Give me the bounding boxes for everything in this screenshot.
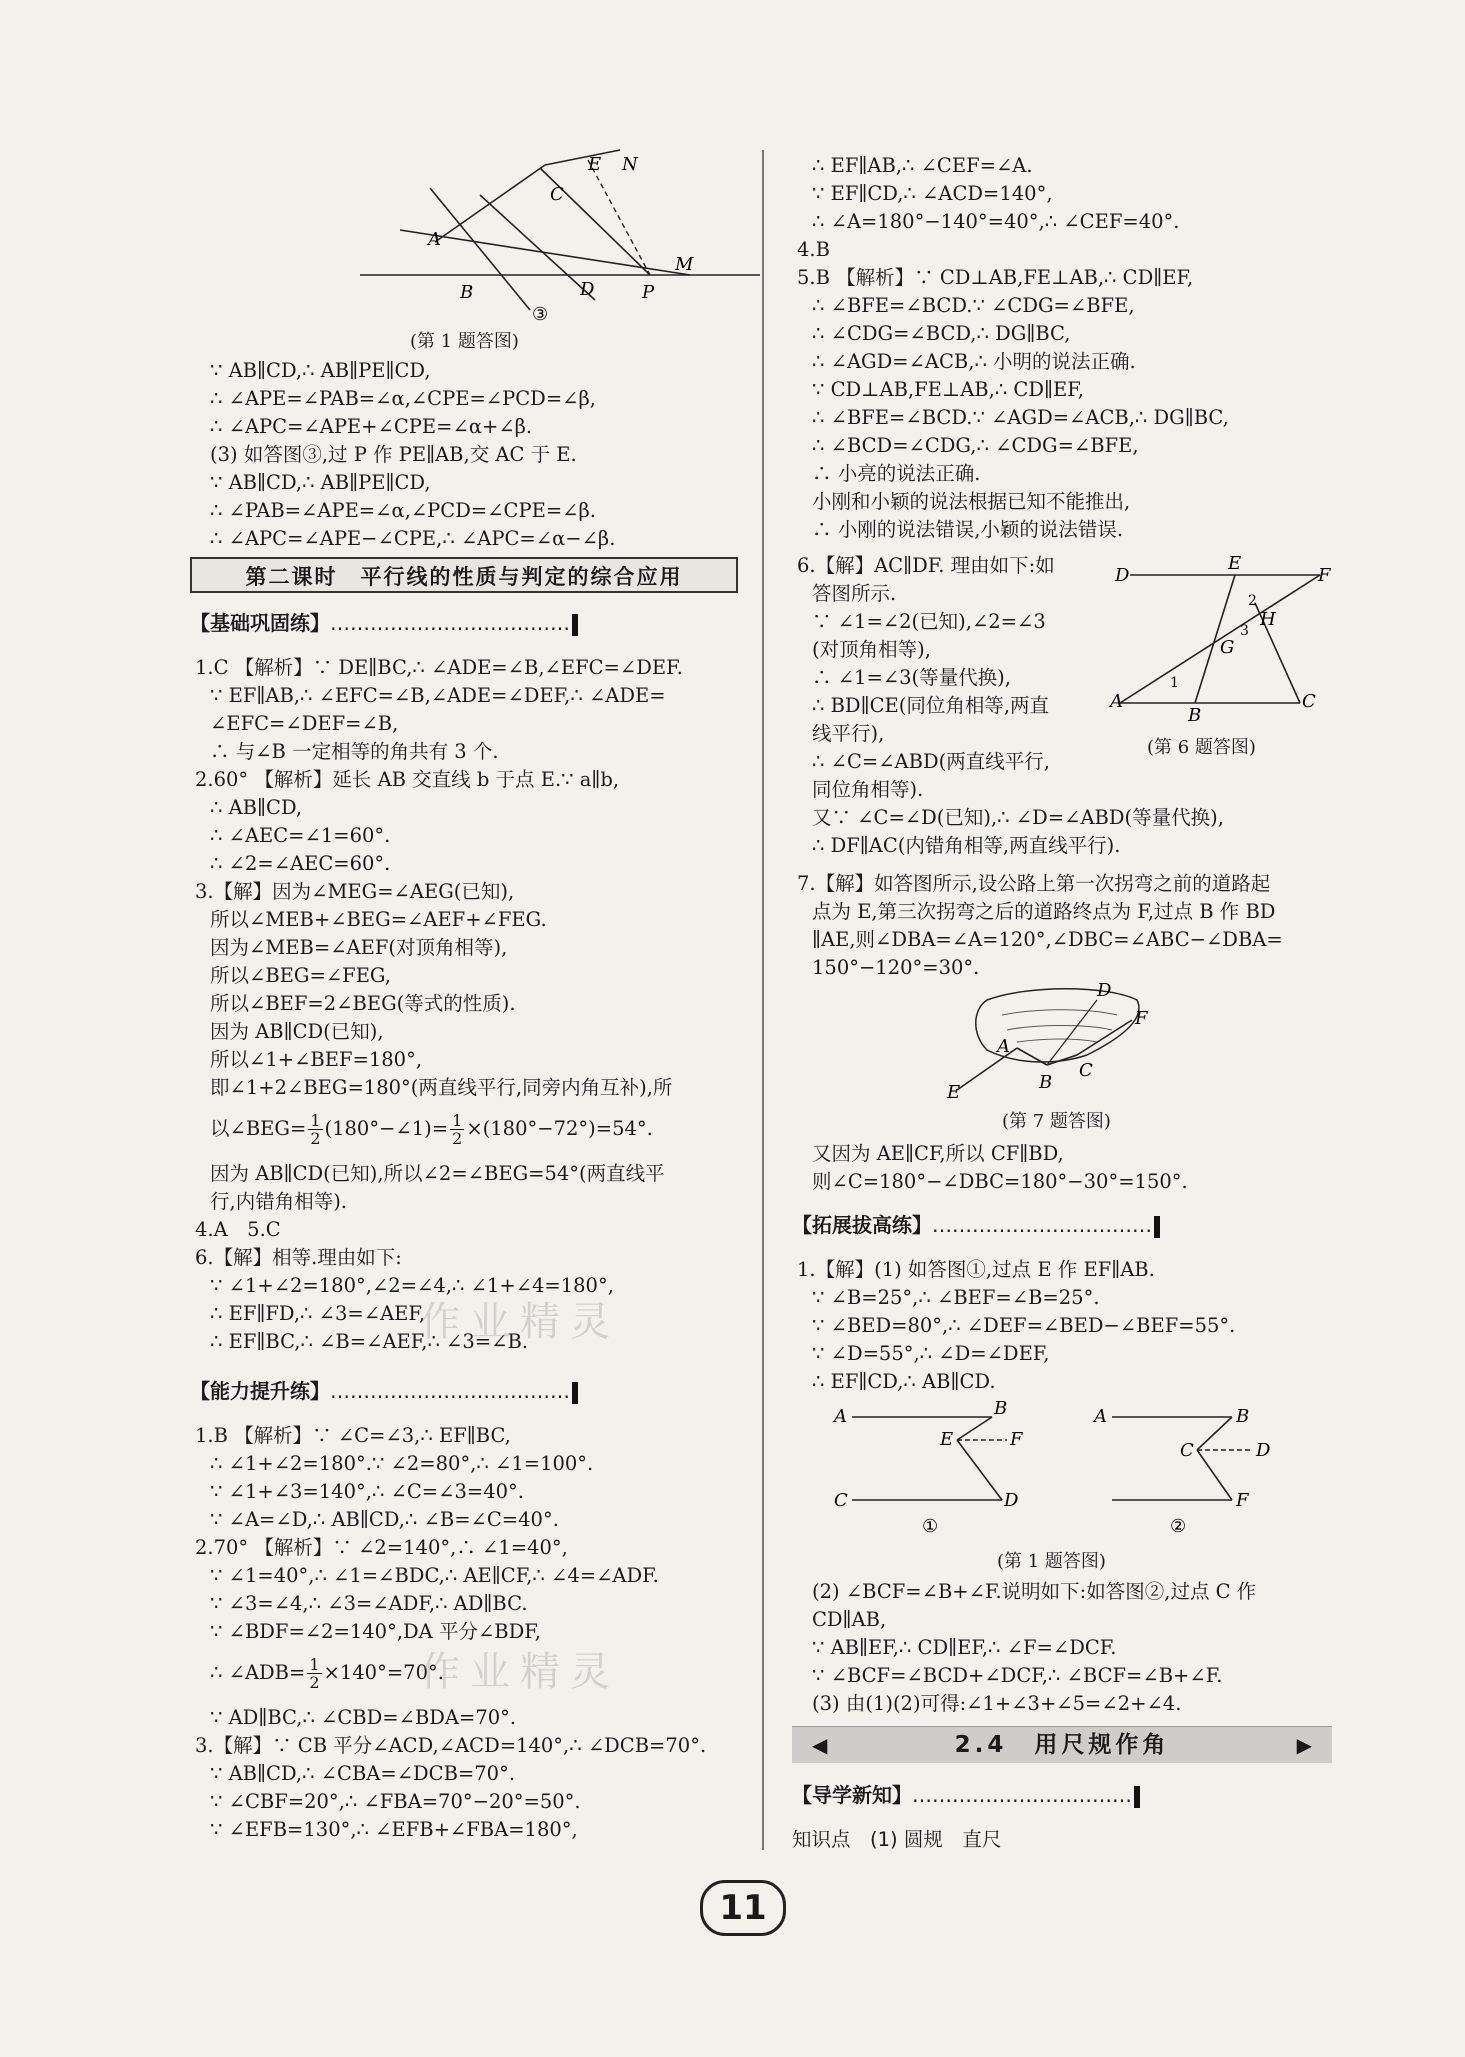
fe1-label-b: B xyxy=(994,1398,1008,1419)
text-line: 因为∠MEB=∠AEF(对顶角相等), xyxy=(210,936,508,959)
text-line: 即∠1+2∠BEG=180°(两直线平行,同旁内角互补),所 xyxy=(210,1076,673,1099)
text-line: ∴ ∠APC=∠APE+∠CPE=∠α+∠β. xyxy=(210,415,533,438)
text-line: ∵ AD∥BC,∴ ∠CBD=∠BDA=70°. xyxy=(210,1706,517,1729)
fig1-label-c: C xyxy=(550,184,564,205)
text-line: 7.【解】如答图所示,设公路上第一次拐弯之前的道路起 xyxy=(797,872,1271,895)
text-line: (2) ∠BCF=∠B+∠F.说明如下:如答图②,过点 C 作 xyxy=(812,1580,1257,1603)
text-line: ∵ AB∥CD,∴ AB∥PE∥CD, xyxy=(210,471,431,494)
text-line: 所以∠MEB+∠BEG=∠AEF+∠FEG. xyxy=(210,908,547,931)
fig1-number: ③ xyxy=(532,304,549,325)
text-line: ∥AE,则∠DBA=∠A=120°,∠DBC=∠ABC−∠DBA= xyxy=(812,928,1283,951)
text-line: 答图所示. xyxy=(812,582,897,605)
text-line: ∴ ∠BFE=∠BCD.∵ ∠AGD=∠ACB,∴ DG∥BC, xyxy=(812,406,1229,429)
figure-7-diagram xyxy=(947,980,1207,1103)
text-line: ∵ ∠1+∠2=180°,∠2=∠4,∴ ∠1+∠4=180°, xyxy=(210,1274,614,1297)
section-header-guide xyxy=(792,1780,1140,1810)
fig7-label-e: E xyxy=(947,1082,961,1103)
section-title: 【拓展拔高练】 xyxy=(792,1213,932,1237)
text-line: 3.【解】因为∠MEG=∠AEG(已知), xyxy=(195,880,515,903)
section-title: 【基础巩固练】 xyxy=(190,611,330,635)
fig1-label-m: M xyxy=(675,254,694,275)
text-line: 150°−120°=30°. xyxy=(812,956,980,979)
text-line: ∴ EF∥FD,∴ ∠3=∠AEF, xyxy=(210,1302,426,1325)
dot-leader: ……………………………… xyxy=(330,1379,570,1403)
section-title: 【导学新知】 xyxy=(792,1783,912,1807)
dot-leader: …………………………… xyxy=(912,1783,1132,1807)
text-line: ∴ 小亮的说法正确. xyxy=(812,462,981,485)
text-line: ∵ ∠BDF=∠2=140°,DA 平分∠BDF, xyxy=(210,1620,541,1643)
watermark: 作业精灵 xyxy=(420,1649,620,1695)
column-divider xyxy=(762,150,764,1850)
fe2-label-c: C xyxy=(1180,1440,1194,1461)
figure-expand-1 xyxy=(832,1400,1052,1540)
fe1-label-f: F xyxy=(1010,1429,1023,1450)
text-line: ∵ ∠D=55°,∴ ∠D=∠DEF, xyxy=(812,1342,1050,1365)
fig6-label-f: F xyxy=(1318,565,1331,586)
text-line: ∵ ∠1+∠3=140°,∴ ∠C=∠3=40°. xyxy=(210,1480,524,1503)
text-line: 1.B 【解析】∵ ∠C=∠3,∴ EF∥BC, xyxy=(195,1424,511,1447)
text-line: 6.【解】相等.理由如下: xyxy=(195,1246,402,1269)
fe2-label-b: B xyxy=(1236,1406,1250,1427)
fe1-label-c: C xyxy=(834,1490,848,1511)
text-line: ∵ ∠1=40°,∴ ∠1=∠BDC,∴ AE∥CF,∴ ∠4=∠ADF. xyxy=(210,1564,659,1587)
section-header-expand xyxy=(792,1210,1160,1240)
fraction-half: $\frac{1}{2}$ xyxy=(310,1111,321,1148)
header-bar xyxy=(572,614,578,636)
text-line: 又因为 AE∥CF,所以 CF∥BD, xyxy=(812,1142,1064,1165)
fig1-caption: (第 1 题答图) xyxy=(410,331,519,352)
text-line: ∴ EF∥CD,∴ AB∥CD. xyxy=(812,1370,996,1393)
dot-leader: …………………………… xyxy=(932,1213,1152,1237)
fraction-half: $\frac{1}{2}$ xyxy=(452,1111,463,1148)
text-line: ∴ 与∠B 一定相等的角共有 3 个. xyxy=(210,740,499,763)
text-line: ∴ ∠BCD=∠CDG,∴ ∠CDG=∠BFE, xyxy=(812,434,1139,457)
dot-leader: ……………………………… xyxy=(330,611,570,635)
fraction-line: 以∠BEG= $\frac{1}{2}$ (180°−∠1)= $\frac{1}{2}$ ×(180°−72°)=54°. xyxy=(210,1111,653,1148)
text-line: 所以∠1+∠BEF=180°, xyxy=(210,1048,423,1071)
figure-6-diagram xyxy=(1110,553,1332,726)
text-line: 所以∠BEF=2∠BEG(等式的性质). xyxy=(210,992,516,1015)
text-line: ∵ ∠A=∠D,∴ AB∥CD,∴ ∠B=∠C=40°. xyxy=(210,1508,559,1531)
text-line: 3.【解】∵ CB 平分∠ACD,∠ACD=140°,∴ ∠DCB=70°. xyxy=(195,1734,707,1757)
page-number: 11 xyxy=(700,1880,786,1936)
fig6-label-b: B xyxy=(1188,705,1202,726)
fig1-label-a: A xyxy=(428,229,441,250)
text-line: ∴ ∠BFE=∠BCD.∵ ∠CDG=∠BFE, xyxy=(812,294,1135,317)
text-line: ∵ AB∥CD,∴ AB∥PE∥CD, xyxy=(210,359,431,382)
text-line: (对顶角相等), xyxy=(812,638,931,661)
fig7-label-b: B xyxy=(1039,1072,1053,1093)
text-line: 6.【解】AC∥DF. 理由如下:如 xyxy=(797,554,1055,577)
text-line: ∵ CD⊥AB,FE⊥AB,∴ CD∥EF, xyxy=(812,378,1084,401)
text-line: 因为 AB∥CD(已知), xyxy=(210,1020,384,1043)
text-line: ∴ ∠2=∠AEC=60°. xyxy=(210,852,391,875)
text-line: ∴ ∠C=∠ABD(两直线平行, xyxy=(812,750,1050,773)
text-line: 所以∠BEG=∠FEG, xyxy=(210,964,392,987)
fig6-label-h: H xyxy=(1260,609,1276,630)
arrow-right-icon: ▶ xyxy=(1296,1733,1312,1757)
text-line: 点为 E,第三次拐弯之后的道路终点为 F,过点 B 作 BD xyxy=(812,900,1276,923)
fig7-label-a: A xyxy=(997,1036,1010,1057)
text-line: ∴ ∠1=∠3(等量代换), xyxy=(812,666,1011,689)
text-line: ∵ ∠BCF=∠BCD+∠DCF,∴ ∠BCF=∠B+∠F. xyxy=(812,1664,1223,1687)
text-line: ∵ EF∥AB,∴ ∠EFC=∠B,∠ADE=∠DEF,∴ ∠ADE= xyxy=(210,684,666,707)
fe2-number: ② xyxy=(1170,1516,1187,1537)
text-line: ∵ AB∥EF,∴ CD∥EF,∴ ∠F=∠DCF. xyxy=(812,1636,1117,1659)
figure-1-diagram xyxy=(350,150,770,325)
section-title-bar xyxy=(792,1726,1332,1763)
fig1-label-d: D xyxy=(580,279,595,300)
text-line: ∴ ∠AGD=∠ACB,∴ 小明的说法正确. xyxy=(812,350,1136,373)
section-title: 2.4 用尺规作角 xyxy=(954,1732,1170,1758)
fig6-angle-3: 3 xyxy=(1240,623,1249,639)
fig6-angle-1: 1 xyxy=(1170,675,1179,691)
fig6-label-c: C xyxy=(1302,691,1316,712)
text-line: ∴ ∠AEC=∠1=60°. xyxy=(210,824,391,847)
text-line: (3) 由(1)(2)可得:∠1+∠3+∠5=∠2+∠4. xyxy=(812,1692,1182,1715)
text-line: ∠EFC=∠DEF=∠B, xyxy=(210,712,399,735)
text-line: ∵ AB∥CD,∴ ∠CBA=∠DCB=70°. xyxy=(210,1762,516,1785)
text-line: 1.C 【解析】∵ DE∥BC,∴ ∠ADE=∠B,∠EFC=∠DEF. xyxy=(195,656,683,679)
fig-expand-caption: (第 1 题答图) xyxy=(997,1551,1106,1572)
text-line: ∴ EF∥BC,∴ ∠B=∠AEF,∴ ∠3=∠B. xyxy=(210,1330,529,1353)
text-line: ∴ EF∥AB,∴ ∠CEF=∠A. xyxy=(812,154,1033,177)
fe2-label-a: A xyxy=(1094,1406,1107,1427)
header-bar xyxy=(1134,1786,1140,1808)
fe1-number: ① xyxy=(922,1516,939,1537)
fig7-label-d: D xyxy=(1097,980,1112,1001)
section-title: 【能力提升练】 xyxy=(190,1379,330,1403)
fig7-label-c: C xyxy=(1079,1060,1093,1081)
section-header-basic xyxy=(190,608,578,638)
fig7-caption: (第 7 题答图) xyxy=(1002,1111,1111,1132)
text-line: ∵ ∠B=25°,∴ ∠BEF=∠B=25°. xyxy=(812,1286,1100,1309)
text-line: 2.70° 【解析】∵ ∠2=140°,∴ ∠1=40°, xyxy=(195,1536,568,1559)
text-line: ∵ EF∥CD,∴ ∠ACD=140°, xyxy=(812,182,1053,205)
fig1-label-e: E xyxy=(588,154,602,175)
fig6-label-e: E xyxy=(1228,553,1242,574)
text-line: ∵ ∠CBF=20°,∴ ∠FBA=70°−20°=50°. xyxy=(210,1790,581,1813)
text-line: 则∠C=180°−∠DBC=180°−30°=150°. xyxy=(812,1170,1188,1193)
header-bar xyxy=(1154,1216,1160,1238)
watermark: 作业精灵 xyxy=(420,1299,620,1345)
text-line: 因为 AB∥CD(已知),所以∠2=∠BEG=54°(两直线平 xyxy=(210,1162,665,1185)
text-line: ∴ 小刚的说法错误,小颖的说法错误. xyxy=(812,518,1124,541)
text-line: CD∥AB, xyxy=(812,1608,887,1631)
text-line: ∵ ∠3=∠4,∴ ∠3=∠ADF,∴ AD∥BC. xyxy=(210,1592,528,1615)
text-line: 5.B 【解析】∵ CD⊥AB,FE⊥AB,∴ CD∥EF, xyxy=(797,266,1194,289)
fig6-angle-2: 2 xyxy=(1248,593,1257,609)
text-line: ∴ DF∥AC(内错角相等,两直线平行). xyxy=(812,834,1121,857)
text-line: 1.【解】(1) 如答图①,过点 E 作 EF∥AB. xyxy=(797,1258,1155,1281)
text-line: 4.B xyxy=(797,238,830,261)
fig1-label-p: P xyxy=(642,282,655,303)
text-line: 4.A 5.C xyxy=(195,1218,281,1241)
text-line: 行,内错角相等). xyxy=(210,1190,348,1213)
text-line: 小刚和小颖的说法根据已知不能推出, xyxy=(812,490,1131,513)
fe1-label-d: D xyxy=(1004,1490,1019,1511)
fig1-label-b: B xyxy=(460,282,474,303)
fe2-label-f: F xyxy=(1236,1490,1249,1511)
section-header-ability xyxy=(190,1376,578,1406)
text-line: ∴ BD∥CE(同位角相等,两直 xyxy=(812,694,1050,717)
text-line: 线平行), xyxy=(812,722,885,745)
text-line: ∴ ∠APC=∠APE−∠CPE,∴ ∠APC=∠α−∠β. xyxy=(210,527,616,550)
text-line: ∵ ∠BED=80°,∴ ∠DEF=∠BED−∠BEF=55°. xyxy=(812,1314,1236,1337)
fig6-caption: (第 6 题答图) xyxy=(1147,737,1256,758)
arrow-left-icon: ◀ xyxy=(812,1733,828,1757)
text-line: ∴ ∠A=180°−140°=40°,∴ ∠CEF=40°. xyxy=(812,210,1180,233)
text-line: ∴ ∠1+∠2=180°.∵ ∠2=80°,∴ ∠1=100°. xyxy=(210,1452,594,1475)
text-line: ∵ ∠EFB=130°,∴ ∠EFB+∠FBA=180°, xyxy=(210,1818,578,1841)
fig1-label-n: N xyxy=(622,154,638,175)
fig6-label-g: G xyxy=(1220,637,1235,658)
header-bar xyxy=(572,1382,578,1404)
text-line: ∴ ∠APE=∠PAB=∠α,∠CPE=∠PCD=∠β, xyxy=(210,387,596,410)
text-line: 同位角相等). xyxy=(812,778,924,801)
fig6-label-d: D xyxy=(1115,565,1130,586)
text-line: (3) 如答图③,过 P 作 PE∥AB,交 AC 于 E. xyxy=(210,443,577,466)
text-line: 又∵ ∠C=∠D(已知),∴ ∠D=∠ABD(等量代换), xyxy=(812,806,1224,829)
fe1-label-e: E xyxy=(940,1429,954,1450)
guide-line: 知识点 (1) 圆规 直尺 xyxy=(792,1828,1002,1851)
fraction-line: ∴ ∠ADB= $\frac{1}{2}$ ×140°=70°. xyxy=(210,1655,444,1692)
fe1-label-a: A xyxy=(834,1406,847,1427)
text-line: ∴ AB∥CD, xyxy=(210,796,303,819)
text-line: ∵ ∠1=∠2(已知),∠2=∠3 xyxy=(812,610,1046,633)
fig7-label-f: F xyxy=(1135,1008,1148,1029)
figure-expand-2 xyxy=(1092,1400,1312,1540)
text-line: ∴ ∠PAB=∠APE=∠α,∠PCD=∠CPE=∠β. xyxy=(210,499,596,522)
fe2-label-d: D xyxy=(1256,1440,1271,1461)
fig6-label-a: A xyxy=(1110,691,1123,712)
lesson-banner: 第二课时 平行线的性质与判定的综合应用 xyxy=(190,557,738,593)
text-line: ∴ ∠CDG=∠BCD,∴ DG∥BC, xyxy=(812,322,1071,345)
text-line: 2.60° 【解析】延长 AB 交直线 b 于点 E.∵ a∥b, xyxy=(195,768,620,791)
fraction-half: $\frac{1}{2}$ xyxy=(309,1655,320,1692)
